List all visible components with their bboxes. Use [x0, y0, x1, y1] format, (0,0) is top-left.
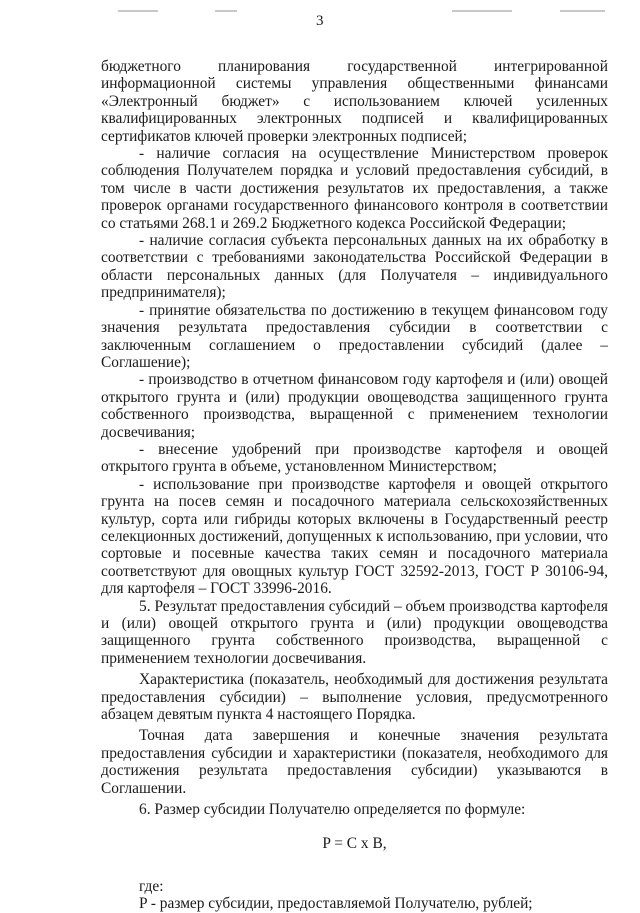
paragraph-definition-p: P - размер субсидии, предоставляемой Получателю, рублей; [139, 895, 533, 913]
paragraph-consent-personal-data: - наличие согласия субъекта персональных данных на их обработку в соответствии с требованиями законодательства Российской Федерации в области персональных данных (для Получателя – индивидуального предпринимателя); [101, 232, 608, 302]
paragraph-where: где: [139, 877, 164, 895]
scan-artifact [452, 10, 512, 12]
scan-artifact [560, 10, 605, 12]
paragraph-exact-date: Точная дата завершения и конечные значения результата предоставления субсидии и характеристики (показателя, необходимого для достижения результата предоставления субсидии) указываются в Соглашении. [101, 727, 608, 797]
page-number: 3 [316, 13, 324, 29]
formula: P = C x B, [322, 835, 387, 853]
paragraph-fertilizers: - внесение удобрений при производстве картофеля и овощей открытого грунта в объеме, установленном Министерством; [101, 440, 608, 476]
paragraph-characteristic: Характеристика (показатель, необходимый для достижения результата предоставления субсидии) – выполнение условия, предусмотренного абзацем девятым пункта 4 настоящего Порядка. [101, 671, 608, 724]
document-body [101, 58, 608, 913]
scan-artifact [118, 10, 158, 12]
paragraph-production: - производство в отчетном финансовом году картофеля и (или) овощей открытого грунта и (или) продукции овощеводства защищенного грунта собственного производства, выращенной с применением технологии досвечивания; [101, 371, 608, 441]
paragraph-continuation: бюджетного планирования государственной интегрированной информационной системы управления общественными финансами «Электронный бюджет» с использованием ключей усиленных квалифицированных электронных подписей и квалифицированных сертификатов ключей проверки электронных подписей; [101, 58, 608, 145]
paragraph-consent-inspections: - наличие согласия на осуществление Министерством проверок соблюдения Получателем порядка и условий предоставления субсидий, в том числе в части достижения результатов их предоставления, а также проверок органами государственного финансового контроля в соответствии со статьями 268.1 и 269.2 Бюджетного кодекса Российской Федерации; [101, 145, 608, 232]
paragraph-section-5: 5. Результат предоставления субсидий – объем производства картофеля и (или) овощей открытого грунта и (или) продукции овощеводства защищенного грунта собственного производства, выращенной с применением технологии досвечивания. [101, 597, 608, 667]
paragraph-obligation: - принятие обязательства по достижению в текущем финансовом году значения результата предоставления субсидии в соответствии с заключенным соглашением о предоставлении субсидий (далее – Соглашение); [101, 301, 608, 371]
paragraph-seeds: - использование при производстве картофеля и овощей открытого грунта на посев семян и посадочного материала сельскохозяйственных культур, сорта или гибриды которых включены в Государственный реестр селекционных достижений, допущенных к использованию, при условии, что сортовые и посевные качества таких семян и посадочного материала соответствуют для овощных культур ГОСТ 32592-2013, ГОСТ Р 30106-94, для картофеля – ГОСТ 33996-2016. [101, 475, 608, 598]
scan-artifact [215, 10, 237, 12]
paragraph-section-6: 6. Размер субсидии Получателю определяется по формуле: [139, 801, 526, 819]
